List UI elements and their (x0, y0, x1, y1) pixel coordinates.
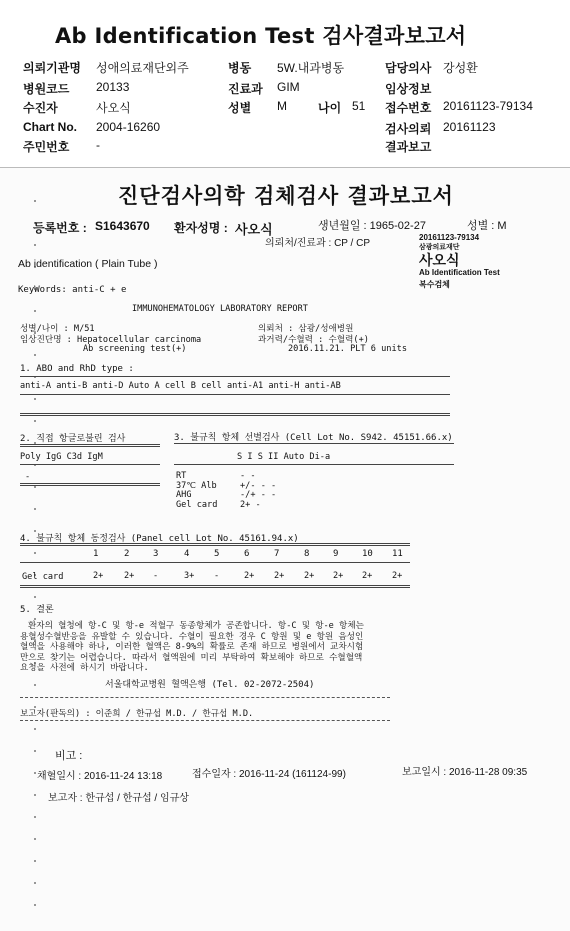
hospital-code-label: 병원코드 (23, 82, 70, 96)
registration-label: 등록번호 : (33, 221, 87, 235)
stamp-test: Ab Identification Test (419, 268, 500, 277)
resident-number-label: 주민번호 (23, 140, 70, 154)
dat-result: - (25, 472, 31, 482)
conclusion-line: 환자의 혈청에 항-C 및 항-e 적혈구 동종항체가 공존합니다. 항-C 및 항-e 항체는 (28, 621, 364, 631)
platelet-history: 2016.11.21. PLT 6 units (288, 344, 407, 354)
panel-cell-number: 1 (93, 549, 99, 559)
doctor-label: 담당의사 (385, 61, 432, 75)
panel-cell-result: 2+ (244, 571, 255, 581)
lab-report-title: IMMUNOHEMATOLOGY LABORATORY REPORT (132, 304, 308, 314)
panel-cell-number: 2 (124, 549, 130, 559)
section-4-heading: 4. 불규칙 항체 동정검사 (Panel cell Lot No. 45161.94.x) (20, 534, 299, 544)
reporter-line: 보고자(판독의) : 이준희 / 한규섭 M.D. / 한규섭 M.D. (20, 709, 254, 719)
patient-name-value: 사오식 (235, 222, 273, 237)
binding-hole (34, 904, 36, 906)
divider (20, 444, 160, 447)
patient-name-label: 환자성명 : (174, 221, 228, 235)
panel-cell-number: 9 (333, 549, 339, 559)
panel-cell-number: 11 (392, 549, 403, 559)
resident-number-value: - (96, 138, 100, 152)
binding-hole (34, 728, 36, 730)
request-date-value: 20161123 (443, 120, 496, 134)
screening-values: +/- - - (240, 480, 277, 491)
divider (20, 483, 160, 486)
report-datetime: 보고일시 : 2016-11-28 09:35 (402, 767, 528, 778)
transfusion-history: 과거력/수혈력 : 수혈력(+) (258, 335, 369, 345)
binding-hole (34, 200, 36, 202)
patient-label: 수진자 (23, 101, 58, 115)
receipt-number-label: 접수번호 (385, 101, 432, 115)
screening-values: - - (240, 471, 256, 481)
divider (20, 543, 410, 546)
binding-hole (34, 310, 36, 312)
binding-hole (34, 860, 36, 862)
divider (20, 464, 160, 465)
divider (174, 464, 454, 465)
ward-value: 5W.내과병동 (277, 61, 345, 75)
age-label: 나이 (318, 101, 342, 115)
panel-cell-result: 3+ (184, 571, 195, 581)
divider (20, 376, 450, 377)
divider (174, 443, 454, 444)
ward-label: 병동 (228, 61, 252, 75)
screening-phase: AHG (176, 490, 192, 500)
clinical-diagnosis-2: Ab screening test(+) (83, 344, 187, 354)
screening-values: 2+ - (240, 499, 261, 510)
registration-value: S1643670 (95, 219, 150, 233)
collection-datetime: 채혈일시 : 2016-11-24 13:18 (37, 771, 163, 782)
panel-cell-result: 2+ (392, 571, 403, 581)
binding-hole (34, 596, 36, 598)
panel-cell-result: 2+ (124, 571, 135, 581)
clinical-diagnosis: 임상진단명 : Hepatocellular carcinoma (20, 335, 202, 345)
panel-cell-result: 2+ (362, 571, 373, 581)
report-sex: 성별 : M (467, 220, 507, 232)
institution-value: 성애의료재단외주 (96, 61, 189, 75)
panel-cell-number: 3 (153, 549, 159, 559)
binding-hole (34, 882, 36, 884)
divider (20, 697, 390, 698)
binding-hole (34, 420, 36, 422)
abo-antisera-list: anti-A anti-B anti-D Auto A cell B cell anti-A1 anti-H anti-AB (20, 381, 341, 391)
doctor-value: 강성환 (443, 61, 478, 75)
stamp-institution: 삼광의료재단 (419, 244, 460, 251)
binding-hole (34, 794, 36, 796)
report-title: Ab Identification Test 검사결과보고서 (55, 24, 467, 48)
panel-cell-result: 2+ (333, 571, 344, 581)
dat-columns: Poly IgG C3d IgM (20, 452, 103, 462)
divider (20, 720, 390, 721)
scanned-report (0, 167, 570, 931)
keywords: KeyWords: anti-C + e (18, 285, 127, 295)
stamp-type: 복수검체 (419, 280, 450, 289)
conclusion-line: 혈액을 사용해야 하나, 이러한 혈액은 8-9%의 확률로 존재 하므로 병원에서 교차시험 (20, 642, 364, 652)
birthdate: 생년월일 : 1965-02-27 (318, 220, 426, 232)
panel-cell-number: 7 (274, 549, 280, 559)
result-report-label: 결과보고 (385, 140, 432, 154)
conclusion-line: 만으로 찾기는 어렵습니다. 따라서 혈액원에 미리 부탁하여 확보해야 하므로 수혈혈액 (20, 652, 363, 663)
remark-label: 비고 : (55, 750, 83, 762)
screening-columns: S I S II Auto Di-a (237, 452, 331, 462)
patient-value: 사오식 (96, 101, 131, 115)
conclusion-line: 용혈성수혈반응을 유발할 수 있습니다. 수혈이 필요한 경우 C 항원 및 e 항원 음성인 (20, 631, 364, 642)
ab-identification-label: Ab identification ( Plain Tube ) (18, 258, 158, 270)
clinical-info-label: 임상정보 (385, 82, 432, 96)
panel-cell-result: - (214, 571, 220, 581)
institution-label: 의뢰기관명 (23, 61, 81, 75)
divider (20, 413, 450, 416)
binding-hole (34, 750, 36, 752)
binding-hole (34, 684, 36, 686)
stamp-name: 사오식 (419, 253, 460, 269)
binding-hole (34, 244, 36, 246)
screening-phase: 37℃ Alb (176, 480, 217, 491)
requester: 의뢰처/진료과 : CP / CP (265, 238, 371, 249)
blood-bank-contact: 서울대학교병원 혈액은행 (Tel. 02-2072-2504) (105, 680, 315, 690)
binding-hole (34, 486, 36, 488)
binding-hole (34, 552, 36, 554)
conclusion-line: 요청을 사전에 하시기 바랍니다. (20, 663, 149, 673)
divider (20, 394, 450, 395)
reporters: 보고자 : 한규섭 / 한규섭 / 임규상 (48, 793, 189, 804)
screening-phase: Gel card (176, 499, 218, 510)
panel-cell-result: - (153, 571, 159, 581)
panel-cell-number: 4 (184, 549, 190, 559)
section-1-heading: 1. ABO and RhD type : (20, 364, 134, 374)
chart-number-value: 2004-16260 (96, 120, 161, 134)
binding-hole (34, 354, 36, 356)
panel-cell-result: 2+ (274, 571, 285, 581)
binding-hole (34, 838, 36, 840)
screening-values: -/+ - - (240, 490, 277, 500)
panel-row-label: Gel card (22, 572, 64, 582)
binding-hole (34, 772, 36, 774)
receipt-number-value: 20161123-79134 (443, 99, 533, 113)
section-2-heading: 2. 직접 항글로불린 검사 (20, 434, 126, 444)
age-value: 51 (352, 99, 366, 113)
panel-cell-number: 8 (304, 549, 310, 559)
sex-value: M (277, 99, 287, 113)
scanned-report-title: 진단검사의학 검체검사 결과보고서 (118, 184, 454, 208)
divider (20, 562, 410, 563)
chart-number-label: Chart No. (23, 120, 77, 134)
panel-cell-number: 6 (244, 549, 250, 559)
department-value: GIM (277, 80, 300, 94)
request-hospital: 의뢰처 : 삼광/성애병원 (258, 324, 354, 334)
panel-cell-number: 10 (362, 549, 373, 559)
binding-hole (34, 816, 36, 818)
hospital-code-value: 20133 (96, 80, 130, 94)
binding-hole (34, 398, 36, 400)
screening-phase: RT (176, 471, 187, 481)
receipt-date: 접수일자 : 2016-11-24 (161124-99) (192, 769, 346, 780)
sex-label: 성별 (228, 101, 252, 115)
panel-cell-number: 5 (214, 549, 220, 559)
request-date-label: 검사의뢰 (385, 122, 432, 136)
panel-cell-result: 2+ (93, 571, 104, 581)
divider (20, 585, 410, 588)
stamp-number: 20161123-79134 (419, 233, 480, 242)
panel-cell-result: 2+ (304, 571, 315, 581)
department-label: 진료과 (228, 82, 263, 96)
section-3-heading: 3. 불규칙 항체 선별검사 (Cell Lot No. S942. 45151.66.x) (174, 433, 453, 443)
binding-hole (34, 508, 36, 510)
sex-age: 성별/나이 : M/51 (20, 324, 95, 334)
section-5-heading: 5. 결론 (20, 605, 54, 615)
